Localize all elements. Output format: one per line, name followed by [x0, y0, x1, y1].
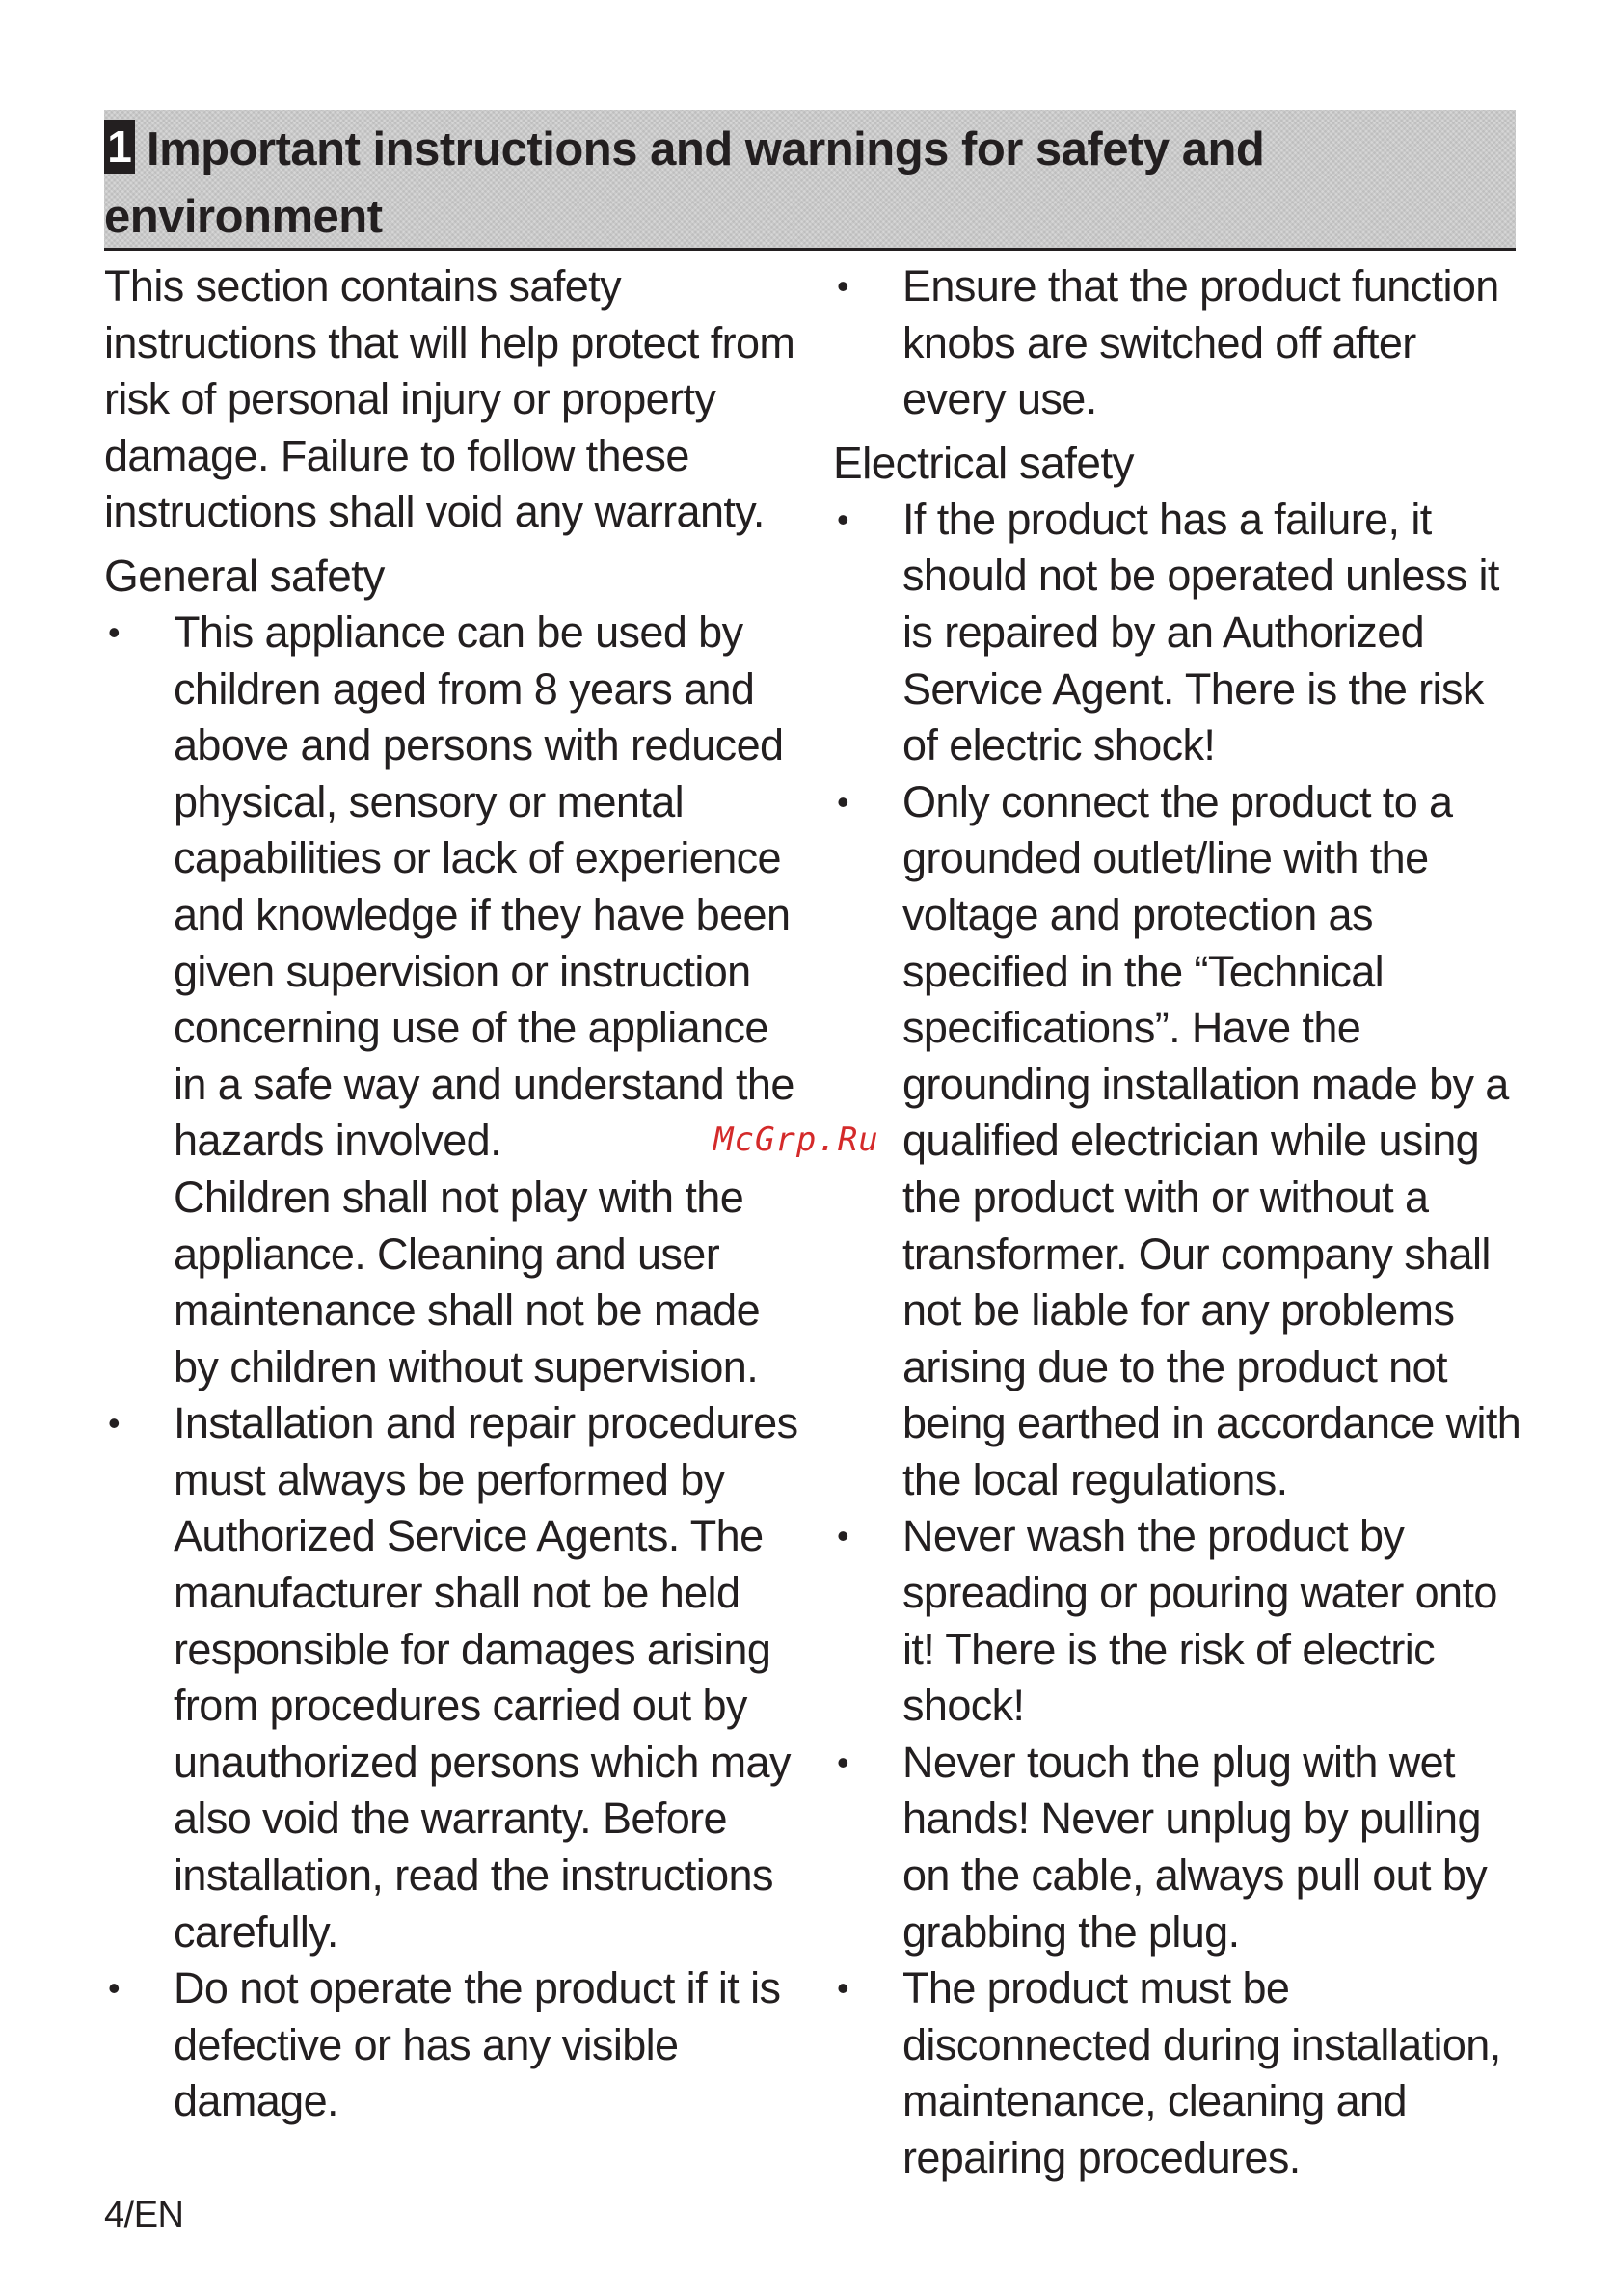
right-column: [833, 258, 1527, 2187]
section-number-badge: 1: [104, 120, 135, 174]
electrical-safety-heading: Electrical safety: [833, 437, 1134, 488]
list-item-continuation: Children shall not play with the appliance. Cleaning and user maintenance shall not be made by children without supervision.: [174, 1172, 761, 1391]
list-item-text: Never touch the plug with wet hands! Never unplug by pulling on the cable, always pull out by grabbing the plug.: [902, 1737, 1488, 1957]
list-item-text: The product must be disconnected during installation, maintenance, cleaning and repairing procedures.: [902, 1963, 1501, 2182]
bullet-icon: •: [836, 266, 848, 306]
bullet-icon: •: [107, 611, 120, 652]
list-item-text: Never wash the product by spreading or pouring water onto it! There is the risk of electric shock!: [902, 1511, 1497, 1731]
bullet-icon: •: [836, 1742, 848, 1782]
list-item: [833, 1735, 1527, 1960]
list-item: [104, 1395, 798, 1960]
list-item: [833, 1960, 1527, 2186]
list-item: [833, 774, 1527, 1509]
list-item: [833, 1508, 1527, 1734]
intro-paragraph: This section contains safety instructions that will help protect from risk of personal injury or property damage. Failure to follow these instructions shall void any warranty.: [104, 261, 795, 537]
list-item-text: Only connect the product to a grounded outlet/line with the voltage and protection as specified in the “Technical specifications”. Have the grounding installation made by a qualified electrician while using the product with or without a transformer. Our company shall not be liable for any problems arising due to the product not being earthed in accordance with the local regulations.: [902, 776, 1521, 1504]
electrical-safety-list: [833, 492, 1527, 2187]
page-number: 4/EN: [104, 2195, 184, 2235]
list-item-text: Installation and repair procedures must always be performed by Authorized Service Agents. The manufacturer shall not be held responsible for damages arising from procedures carried out by unauthorized persons which may also void the warranty. Before installation, read the instructions carefully.: [174, 1398, 798, 1957]
bullet-icon: •: [107, 1403, 120, 1444]
general-safety-list: [104, 605, 798, 2130]
bullet-icon: •: [836, 1968, 848, 2009]
left-column: [104, 258, 798, 2130]
list-item: [104, 1960, 798, 2130]
section-title: Important instructions and warnings for safety and environment: [104, 123, 1265, 243]
list-item: [833, 492, 1527, 774]
bullet-icon: •: [836, 781, 848, 822]
bullet-icon: •: [107, 1968, 120, 2009]
list-item-text: Ensure that the product function knobs are switched off after every use.: [902, 261, 1499, 424]
list-item-text: This appliance can be used by children aged from 8 years and above and persons with reduced physical, sensory or mental capabilities or lack of experience and knowledge if they have been given supervision or instruction concerning use of the appliance in a safe way and understand the hazards involved.: [174, 607, 794, 1166]
general-safety-heading: General safety: [104, 550, 385, 601]
list-item: [104, 605, 798, 1395]
watermark: McGrp.Ru: [713, 1121, 879, 1159]
bullet-icon: •: [836, 499, 848, 539]
list-item: [833, 258, 1527, 428]
general-safety-list-continued: [833, 258, 1527, 428]
list-item-text: Do not operate the product if it is defective or has any visible damage.: [174, 1963, 781, 2126]
list-item-text: If the product has a failure, it should not be operated unless it is repaired by an Authorized Service Agent. There is the risk of electric shock!: [902, 494, 1499, 770]
bullet-icon: •: [836, 1516, 848, 1556]
